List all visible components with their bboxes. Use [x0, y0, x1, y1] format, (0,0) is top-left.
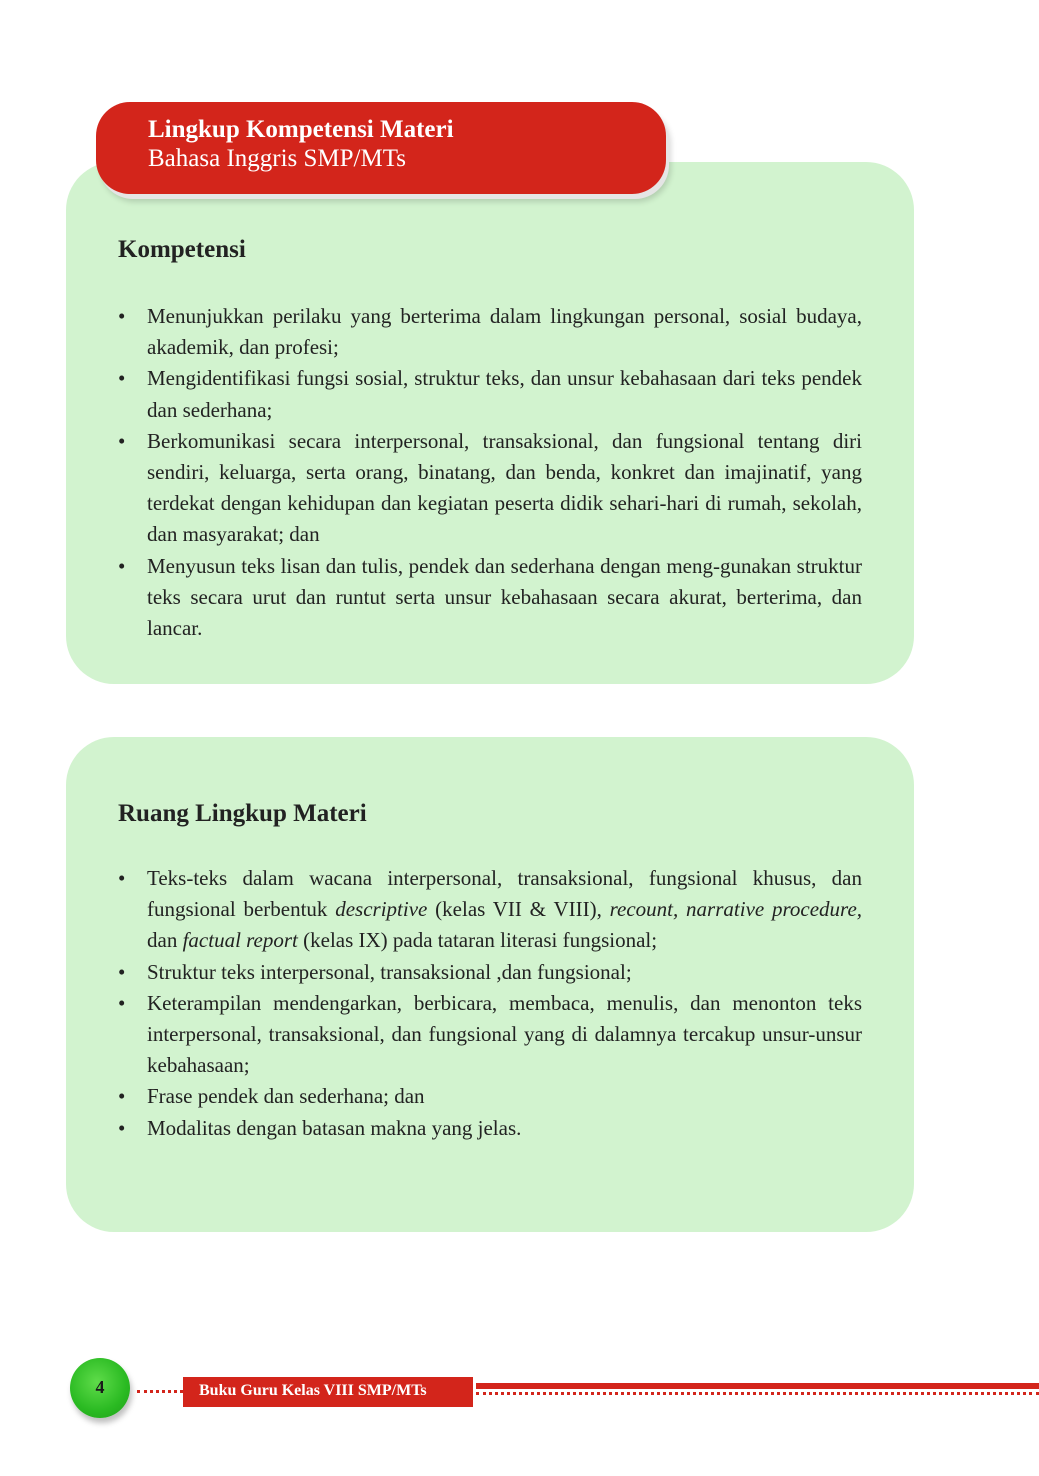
list-item-text: Modalitas dengan batasan makna yang jelas. — [147, 1115, 522, 1140]
footer-divider-line — [476, 1383, 1039, 1389]
footer-divider-dots — [137, 1390, 183, 1393]
list-item — [118, 1081, 862, 1112]
list-item — [118, 988, 862, 1082]
bullet-icon: • — [118, 553, 126, 578]
list-item-text: Teks-teks dalam wacana interpersonal, transaksional, fungsional khusus, dan fungsional berbentuk descriptive (kelas VII & VIII), recount, narrative procedure, dan factual report (kelas IX) pada tataran literasi fungsional; — [147, 866, 863, 953]
bullet-icon: • — [118, 959, 126, 984]
list-item-text: Menyusun teks lisan dan tulis, pendek dan sederhana dengan meng-gunakan struktur teks secara urut dan runtut serta unsur kebahasaan secara akurat, berterima, dan lancar. — [147, 553, 862, 641]
section-header-tab — [96, 102, 666, 194]
list-item — [118, 1113, 862, 1144]
kompetensi-panel — [66, 162, 914, 684]
kompetensi-heading: Kompetensi — [118, 236, 246, 263]
bullet-icon: • — [118, 1084, 126, 1109]
list-item — [118, 301, 862, 363]
section-subtitle: Bahasa Inggris SMP/MTs — [148, 145, 406, 172]
ruang-lingkup-heading: Ruang Lingkup Materi — [118, 800, 367, 827]
list-item-text: Keterampilan mendengarkan, berbicara, membaca, menulis, dan menonton teks interpersonal, transaksional, dan fungsional yang di dalamnya tercakup unsur-unsur kebahasaan; — [147, 990, 862, 1078]
list-item-text: Berkomunikasi secara interpersonal, transaksional, dan fungsional tentang diri sendiri, keluarga, serta orang, binatang, dan benda, konkret dan imajinatif, yang terdekat dengan kehidupan dan kegiatan peserta didik sehari-hari di rumah, sekolah, dan masyarakat; dan — [147, 428, 862, 547]
list-item-text: Mengidentifikasi fungsi sosial, struktur teks, dan unsur kebahasaan dari teks pendek dan sederhana; — [147, 366, 862, 422]
ruang-lingkup-list — [118, 863, 862, 1144]
page-number: 4 — [95, 1377, 105, 1397]
list-item-text: Menunjukkan perilaku yang berterima dalam lingkungan personal, sosial budaya, akademik, dan profesi; — [147, 304, 862, 360]
bullet-icon: • — [118, 366, 126, 391]
bullet-icon: • — [118, 990, 126, 1015]
list-item-text: Struktur teks interpersonal, transaksional ,dan fungsional; — [147, 959, 632, 984]
bullet-icon: • — [118, 866, 126, 890]
list-item — [118, 957, 862, 988]
section-title: Lingkup Kompetensi Materi — [148, 116, 454, 143]
list-item — [118, 363, 862, 425]
bullet-icon: • — [118, 304, 126, 328]
footer-book-title: Buku Guru Kelas VIII SMP/MTs — [199, 1382, 427, 1399]
list-item-text: Frase pendek dan sederhana; dan — [147, 1084, 425, 1109]
kompetensi-list — [118, 301, 862, 644]
footer-title-box — [183, 1377, 473, 1407]
list-item — [118, 426, 862, 551]
bullet-icon: • — [118, 428, 126, 453]
list-item — [118, 551, 862, 645]
page-number-badge — [70, 1358, 130, 1418]
footer-divider-dots-right — [476, 1392, 1039, 1395]
ruang-lingkup-panel — [66, 737, 914, 1232]
list-item — [118, 863, 862, 957]
bullet-icon: • — [118, 1115, 126, 1140]
